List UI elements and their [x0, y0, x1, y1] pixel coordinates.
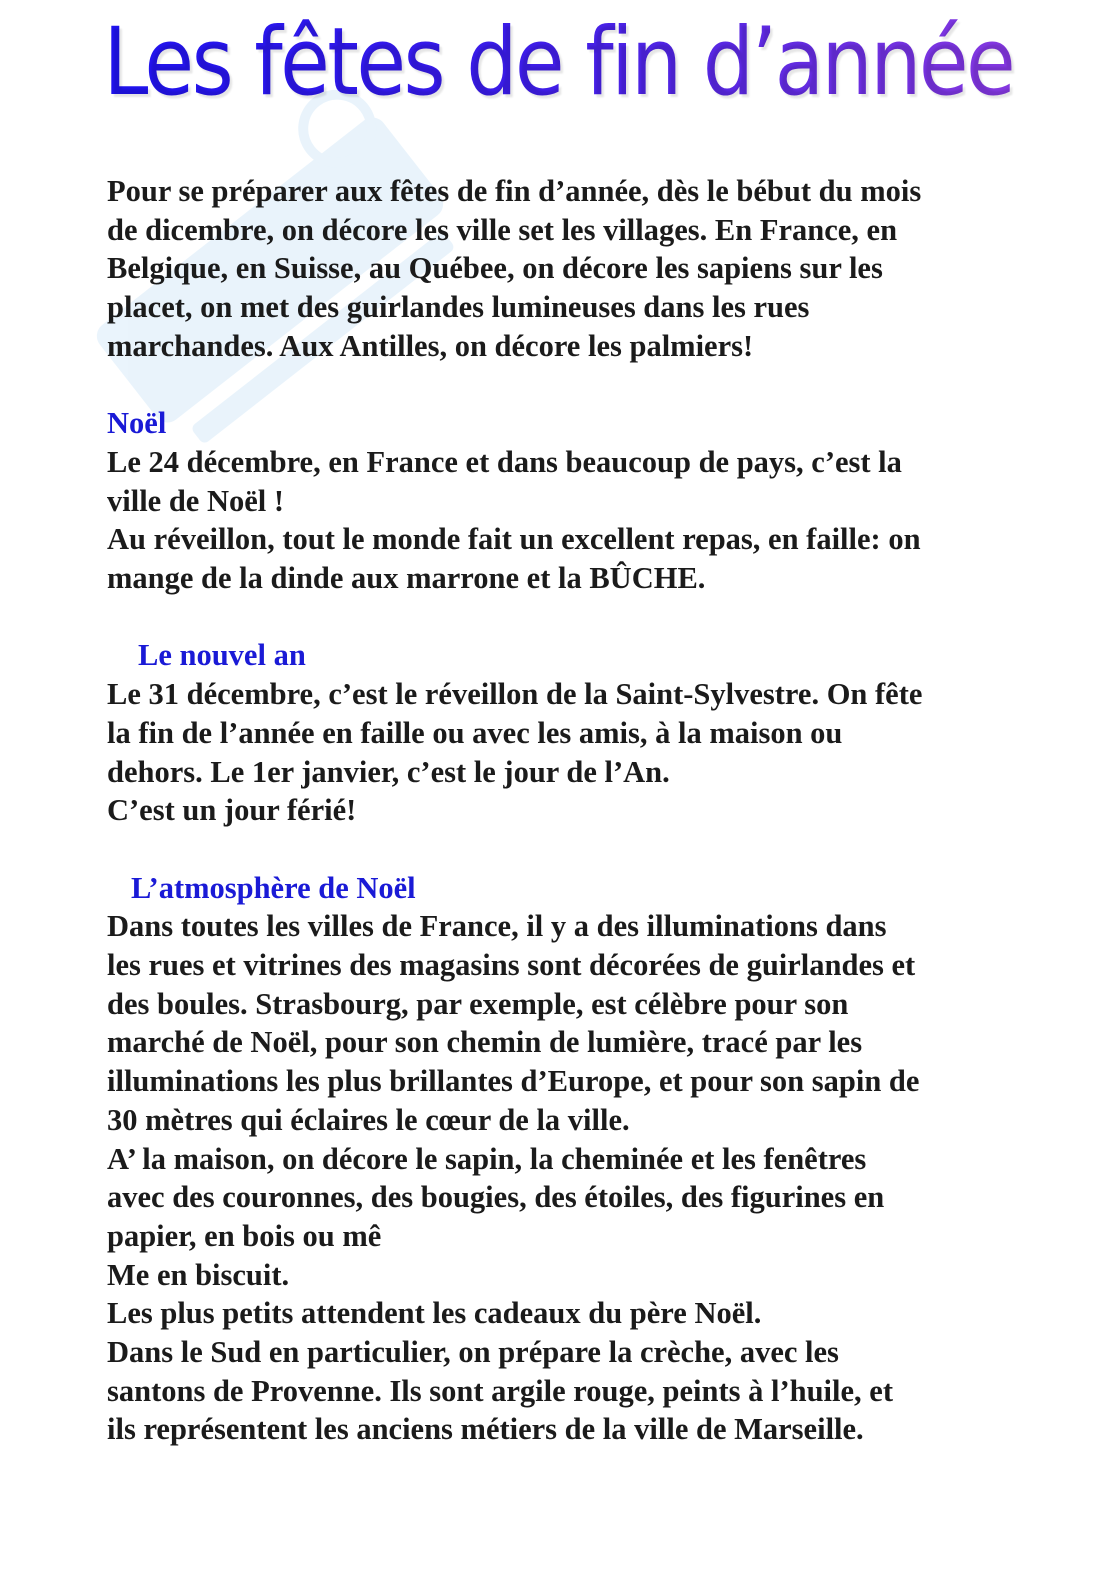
text-line: marchandes. Aux Antilles, on décore les palmiers! — [107, 328, 754, 363]
text-line: ville de Noël ! — [107, 483, 285, 518]
text-line: ils représentent les anciens métiers de la ville de Marseille. — [107, 1412, 864, 1447]
text-line: C’est un jour férié! — [107, 793, 357, 828]
text-line: santons de Provenne. Ils sont argile rouge, peints à l’huile, et — [107, 1373, 893, 1408]
text-line: A’ la maison, on décore le sapin, la cheminée et les fenêtres — [107, 1141, 867, 1176]
section-noel — [107, 404, 1017, 598]
text-line: Me en biscuit. — [107, 1257, 290, 1292]
text-line: avec des couronnes, des bougies, des étoiles, des figurines en — [107, 1180, 885, 1215]
text-line: placet, on met des guirlandes lumineuses dans les rues — [107, 290, 810, 325]
text-line: de dicembre, on décore les ville set les villages. En France, en — [107, 212, 898, 247]
section-heading-nouvel-an: Le nouvel an — [138, 638, 306, 673]
text-line: Belgique, en Suisse, au Québee, on décore les sapiens sur les — [107, 251, 883, 286]
text-line: des boules. Strasbourg, par exemple, est célèbre pour son — [107, 986, 849, 1021]
text-line: Les plus petits attendent les cadeaux du père Noël. — [107, 1296, 762, 1331]
text-line: la fin de l’année en faille ou avec les amis, à la maison ou — [107, 715, 843, 750]
text-line: Le 31 décembre, c’est le réveillon de la Saint-Sylvestre. On fête — [107, 677, 923, 712]
spacer — [107, 598, 1017, 637]
spacer — [107, 366, 1017, 405]
section-atmosphere — [107, 869, 1017, 1450]
section-nouvel-an — [107, 636, 1017, 830]
section-heading-noel: Noël — [107, 406, 167, 441]
text-line: illuminations les plus brillantes d’Europe, et pour son sapin de — [107, 1064, 920, 1099]
document-body — [107, 172, 1017, 1449]
section-heading-atmosphere: L’atmosphère de Noël — [131, 870, 416, 905]
text-line: dehors. Le 1er janvier, c’est le jour de l’An. — [107, 754, 670, 789]
text-line: Dans toutes les villes de France, il y a des illuminations dans — [107, 909, 887, 944]
text-line: papier, en bois ou mê — [107, 1218, 382, 1253]
intro-paragraph — [107, 172, 1017, 366]
spacer — [107, 830, 1017, 869]
text-line: mange de la dinde aux marrone et la BÛCHE. — [107, 561, 706, 596]
page-title: Les fêtes de fin d’année — [78, 4, 1038, 122]
text-line: les rues et vitrines des magasins sont décorées de guirlandes et — [107, 948, 916, 983]
text-line: 30 mètres qui éclaires le cœur de la ville. — [107, 1102, 630, 1137]
text-line: marché de Noël, pour son chemin de lumière, tracé par les — [107, 1025, 863, 1060]
text-line: Le 24 décembre, en France et dans beaucoup de pays, c’est la — [107, 444, 902, 479]
text-line: Pour se préparer aux fêtes de fin d’année, dès le bébut du mois — [107, 174, 922, 208]
text-line: Au réveillon, tout le monde fait un excellent repas, en faille: on — [107, 522, 921, 557]
text-line: Dans le Sud en particulier, on prépare la crèche, avec les — [107, 1335, 839, 1370]
